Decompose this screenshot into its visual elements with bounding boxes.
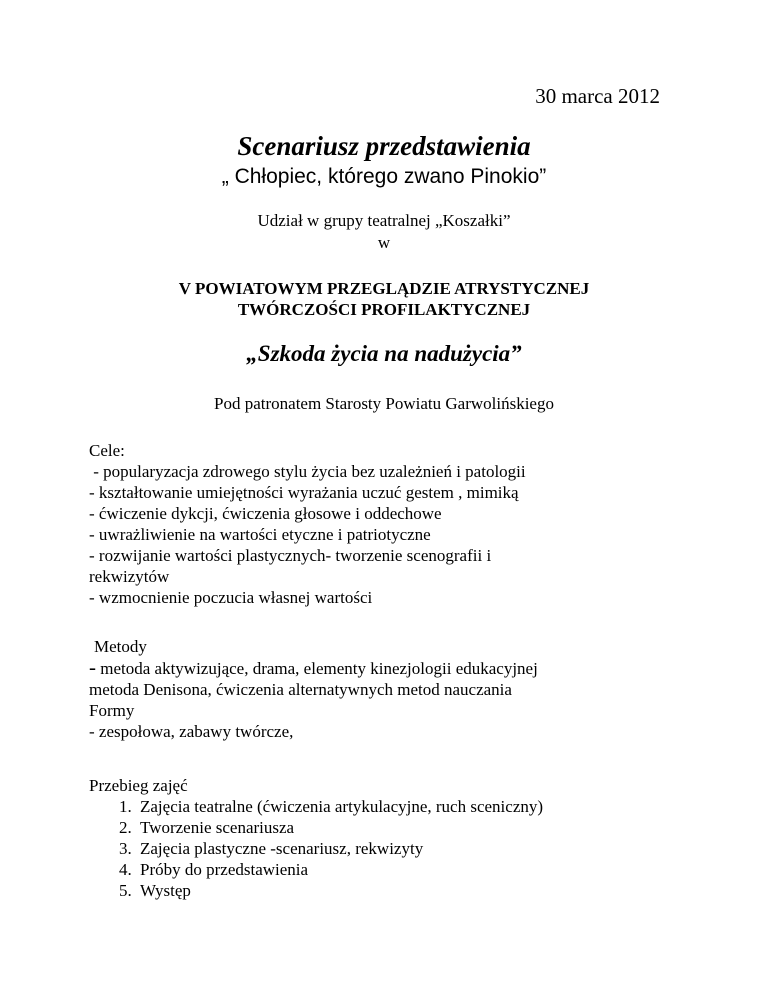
course-section <box>89 775 689 901</box>
course-step: 4. Próby do przedstawienia <box>136 859 689 880</box>
goal-item: - wzmocnienie poczucia własnej wartości <box>89 588 373 607</box>
goals-section <box>89 440 679 608</box>
forms-heading: Formy <box>89 701 135 720</box>
goal-item: rekwizytów <box>89 567 170 586</box>
methods-dash: - <box>89 655 96 679</box>
goal-item: - popularyzacja zdrowego stylu życia bez uzależnień i patologii <box>89 462 526 481</box>
event-name <box>0 278 768 320</box>
participation-line: Udział w grupy teatralnej „Koszałki” <box>257 211 511 230</box>
goal-item: - ćwiczenie dykcji, ćwiczenia głosowe i oddechowe <box>89 504 442 523</box>
play-title: „ Chłopiec, którego zwano Pinokio” <box>221 165 547 188</box>
course-step: 2. Tworzenie scenariusza <box>136 817 689 838</box>
course-heading: Przebieg zajęć <box>89 776 188 795</box>
event-motto: „Szkoda życia na nadużycia” <box>246 341 522 366</box>
patronage-line: Pod patronatem Starosty Powiatu Garwolińskiego <box>214 394 554 413</box>
methods-section <box>89 636 689 742</box>
event-name-line-1: V POWIATOWYM PRZEGLĄDZIE ATRYSTYCZNEJ <box>178 279 590 298</box>
goal-item: - kształtowanie umiejętności wyrażania uczuć gestem , mimiką <box>89 483 519 502</box>
course-steps-list <box>89 796 689 901</box>
event-name-line-2: TWÓRCZOŚCI PROFILAKTYCZNEJ <box>237 300 531 319</box>
document-title: Scenariusz przedstawienia <box>237 131 531 161</box>
course-step: 1. Zajęcia teatralne (ćwiczenia artykulacyjne, ruch sceniczny) <box>136 796 689 817</box>
course-step: 3. Zajęcia plastyczne -scenariusz, rekwizyty <box>136 838 689 859</box>
goals-heading: Cele: <box>89 441 125 460</box>
participation-connector: w <box>377 233 391 252</box>
methods-line-text: metoda aktywizujące, drama, elementy kinezjologii edukacyjnej <box>96 659 538 678</box>
document-date: 30 marca 2012 <box>535 84 660 108</box>
goal-item: - uwrażliwienie na wartości etyczne i patriotyczne <box>89 525 431 544</box>
forms-line: - zespołowa, zabawy twórcze, <box>89 722 294 741</box>
goal-item: - rozwijanie wartości plastycznych- tworzenie scenografii i <box>89 546 492 565</box>
course-step: 5. Występ <box>136 880 689 901</box>
methods-line: metoda Denisona, ćwiczenia alternatywnych metod nauczania <box>89 680 512 699</box>
methods-heading: Metody <box>94 637 147 656</box>
methods-line <box>89 657 689 679</box>
